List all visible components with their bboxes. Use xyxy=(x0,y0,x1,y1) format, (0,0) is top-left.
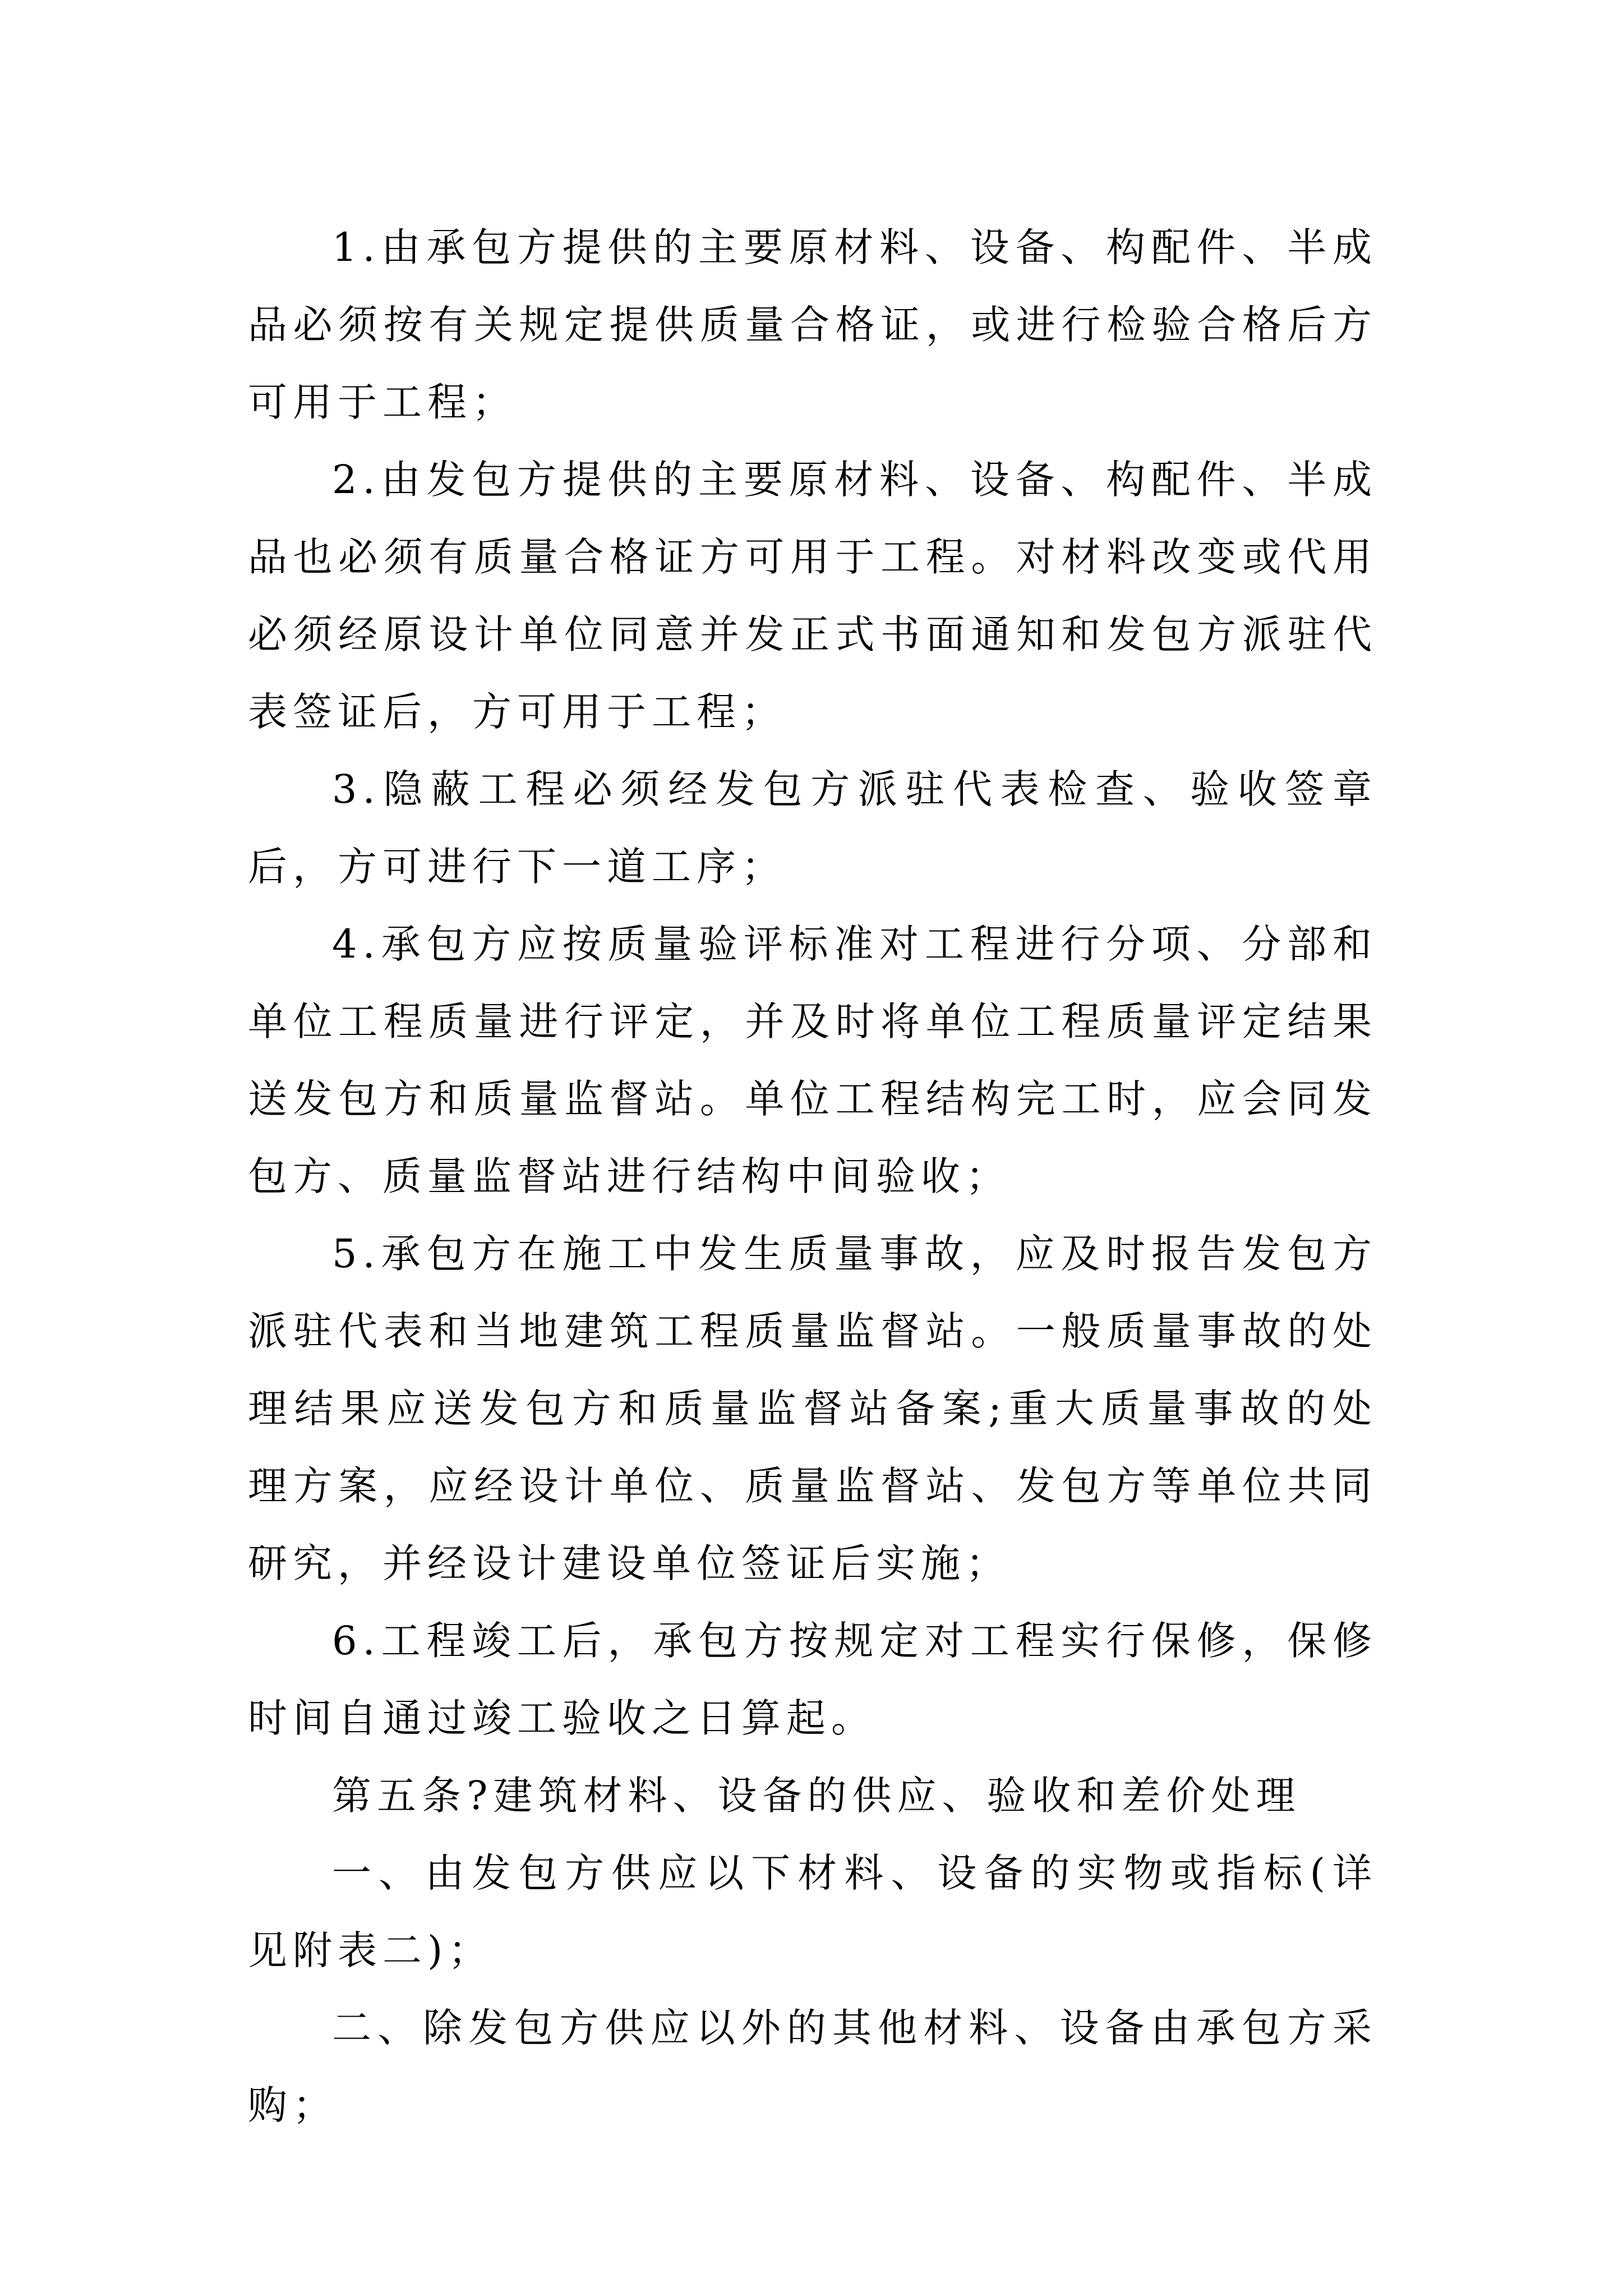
paragraph-item-4: 4.承包方应按质量验评标准对工程进行分项、分部和单位工程质量进行评定，并及时将单位工程质量评定结果送发包方和质量监督站。单位工程结构完工时，应会同发包方、质量监督站进行结构中间验收； xyxy=(248,921,1377,1199)
section-heading-article-5: 第五条?建筑材料、设备的供应、验收和差价处理 xyxy=(332,1773,1301,1819)
paragraph-item-5: 5.承包方在施工中发生质量事故，应及时报告发包方派驻代表和当地建筑工程质量监督站。一般质量事故的处理结果应送发包方和质量监督站备案;重大质量事故的处理方案，应经设计单位、质量监督站、发包方等单位共同研究，并经设计建设单位签证后实施； xyxy=(248,1231,1377,1586)
document-body xyxy=(248,209,1377,2144)
paragraph-item-two: 二、除发包方供应以外的其他材料、设备由承包方采购； xyxy=(248,2005,1377,2128)
paragraph-item-2: 2.由发包方提供的主要原材料、设备、构配件、半成品也必须有质量合格证方可用于工程。对材料改变或代用必须经原设计单位同意并发正式书面通知和发包方派驻代表签证后，方可用于工程； xyxy=(248,457,1377,735)
paragraph-item-one: 一、由发包方供应以下材料、设备的实物或指标(详见附表二)； xyxy=(248,1850,1377,1973)
paragraph-item-6: 6.工程竣工后，承包方按规定对工程实行保修，保修时间自通过竣工验收之日算起。 xyxy=(248,1618,1377,1741)
paragraph-item-1: 1.由承包方提供的主要原材料、设备、构配件、半成品必须按有关规定提供质量合格证，或进行检验合格后方可用于工程； xyxy=(248,224,1377,425)
paragraph-item-3: 3.隐蔽工程必须经发包方派驻代表检查、验收签章后，方可进行下一道工序； xyxy=(248,766,1377,890)
